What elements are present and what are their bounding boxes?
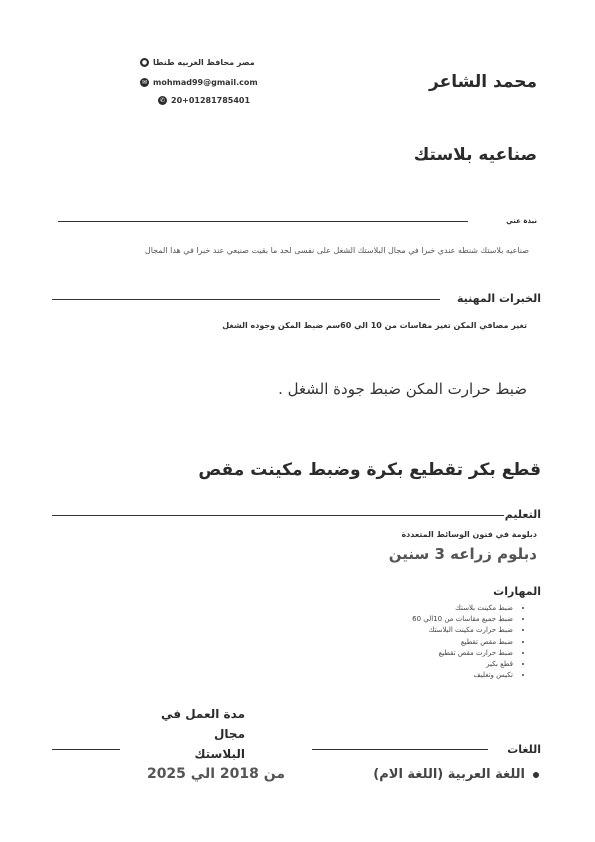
about-text: صناعيه بلاستك شنطه عندي خبرا في مجال البلاستك الشغل على نفسى لحد ما بقيت صنيعي عند خبرا في هدا المجال [144, 246, 529, 255]
skill-item: • ضبط مقص تقطيع [412, 637, 513, 648]
candidate-name: محمد الشاعر [429, 72, 537, 92]
skill-item: • ضبط مكينت بلاستك [412, 603, 513, 614]
education-divider [52, 515, 504, 516]
languages-heading: اللغات [507, 743, 541, 756]
experience-heading: الخبرات المهنية [456, 292, 541, 305]
experience-line-3: قطع بكر تقطيع بكرة وضبط مكينت مقص [198, 460, 541, 480]
contact-email [140, 78, 258, 87]
language-text: اللغة العربية (اللغة الام) [373, 767, 525, 782]
work-duration-label [161, 704, 245, 764]
skills-list [412, 603, 527, 681]
skills-heading: المهارات [493, 585, 541, 598]
location-icon: ● [141, 59, 148, 66]
experience-line-2: ضبط حرارت المكن ضبط جودة الشغل . [278, 380, 527, 398]
contact-location [140, 58, 255, 67]
education-line-2: دبلوم زراعه 3 سنين [388, 545, 537, 563]
phone-icon: ✆ [159, 97, 166, 104]
duration-divider [52, 749, 120, 750]
contact-location-text: مصر محافظ الغربيه طنطا [153, 58, 255, 67]
experience-divider [52, 299, 440, 300]
skill-item: • ضبط حرارت مقص تقطيع [412, 648, 513, 659]
experience-line-1: تغير مصافي المكن تغير مقاسات من 10 الي 60سم ضبط المكن وجوده الشغل [222, 321, 527, 330]
languages-divider [312, 749, 488, 750]
contact-phone-text: 20+01281785401 [171, 96, 251, 105]
work-duration-years: من 2018 الي 2025 [146, 766, 285, 782]
work-duration-line-2: مجال [214, 727, 245, 741]
skill-item: • ضبط حرارت مكينت البلاستك [412, 625, 513, 636]
job-title: صناعيه بلاستك [413, 145, 537, 165]
education-line-1: دبلومة في فنون الوسائط المتعددة [401, 530, 537, 539]
language-item [373, 767, 539, 782]
skill-item: • قطع بكير [412, 659, 513, 670]
education-heading: التعليم [504, 508, 541, 521]
work-duration-line-1: مدة العمل في [161, 707, 245, 721]
about-heading: نبذة عني [506, 217, 537, 225]
contact-phone [158, 96, 250, 105]
skill-item: • تكيس وتغليف [412, 670, 513, 681]
skill-item: • ضبط جميع مقاسات من 10الي 60 [412, 614, 513, 625]
bullet-icon [533, 772, 539, 778]
email-icon: ✉ [141, 79, 148, 86]
work-duration-line-3: البلاستك [194, 747, 245, 761]
contact-email-text: mohmad99@gmail.com [153, 78, 258, 87]
about-divider [58, 221, 468, 222]
